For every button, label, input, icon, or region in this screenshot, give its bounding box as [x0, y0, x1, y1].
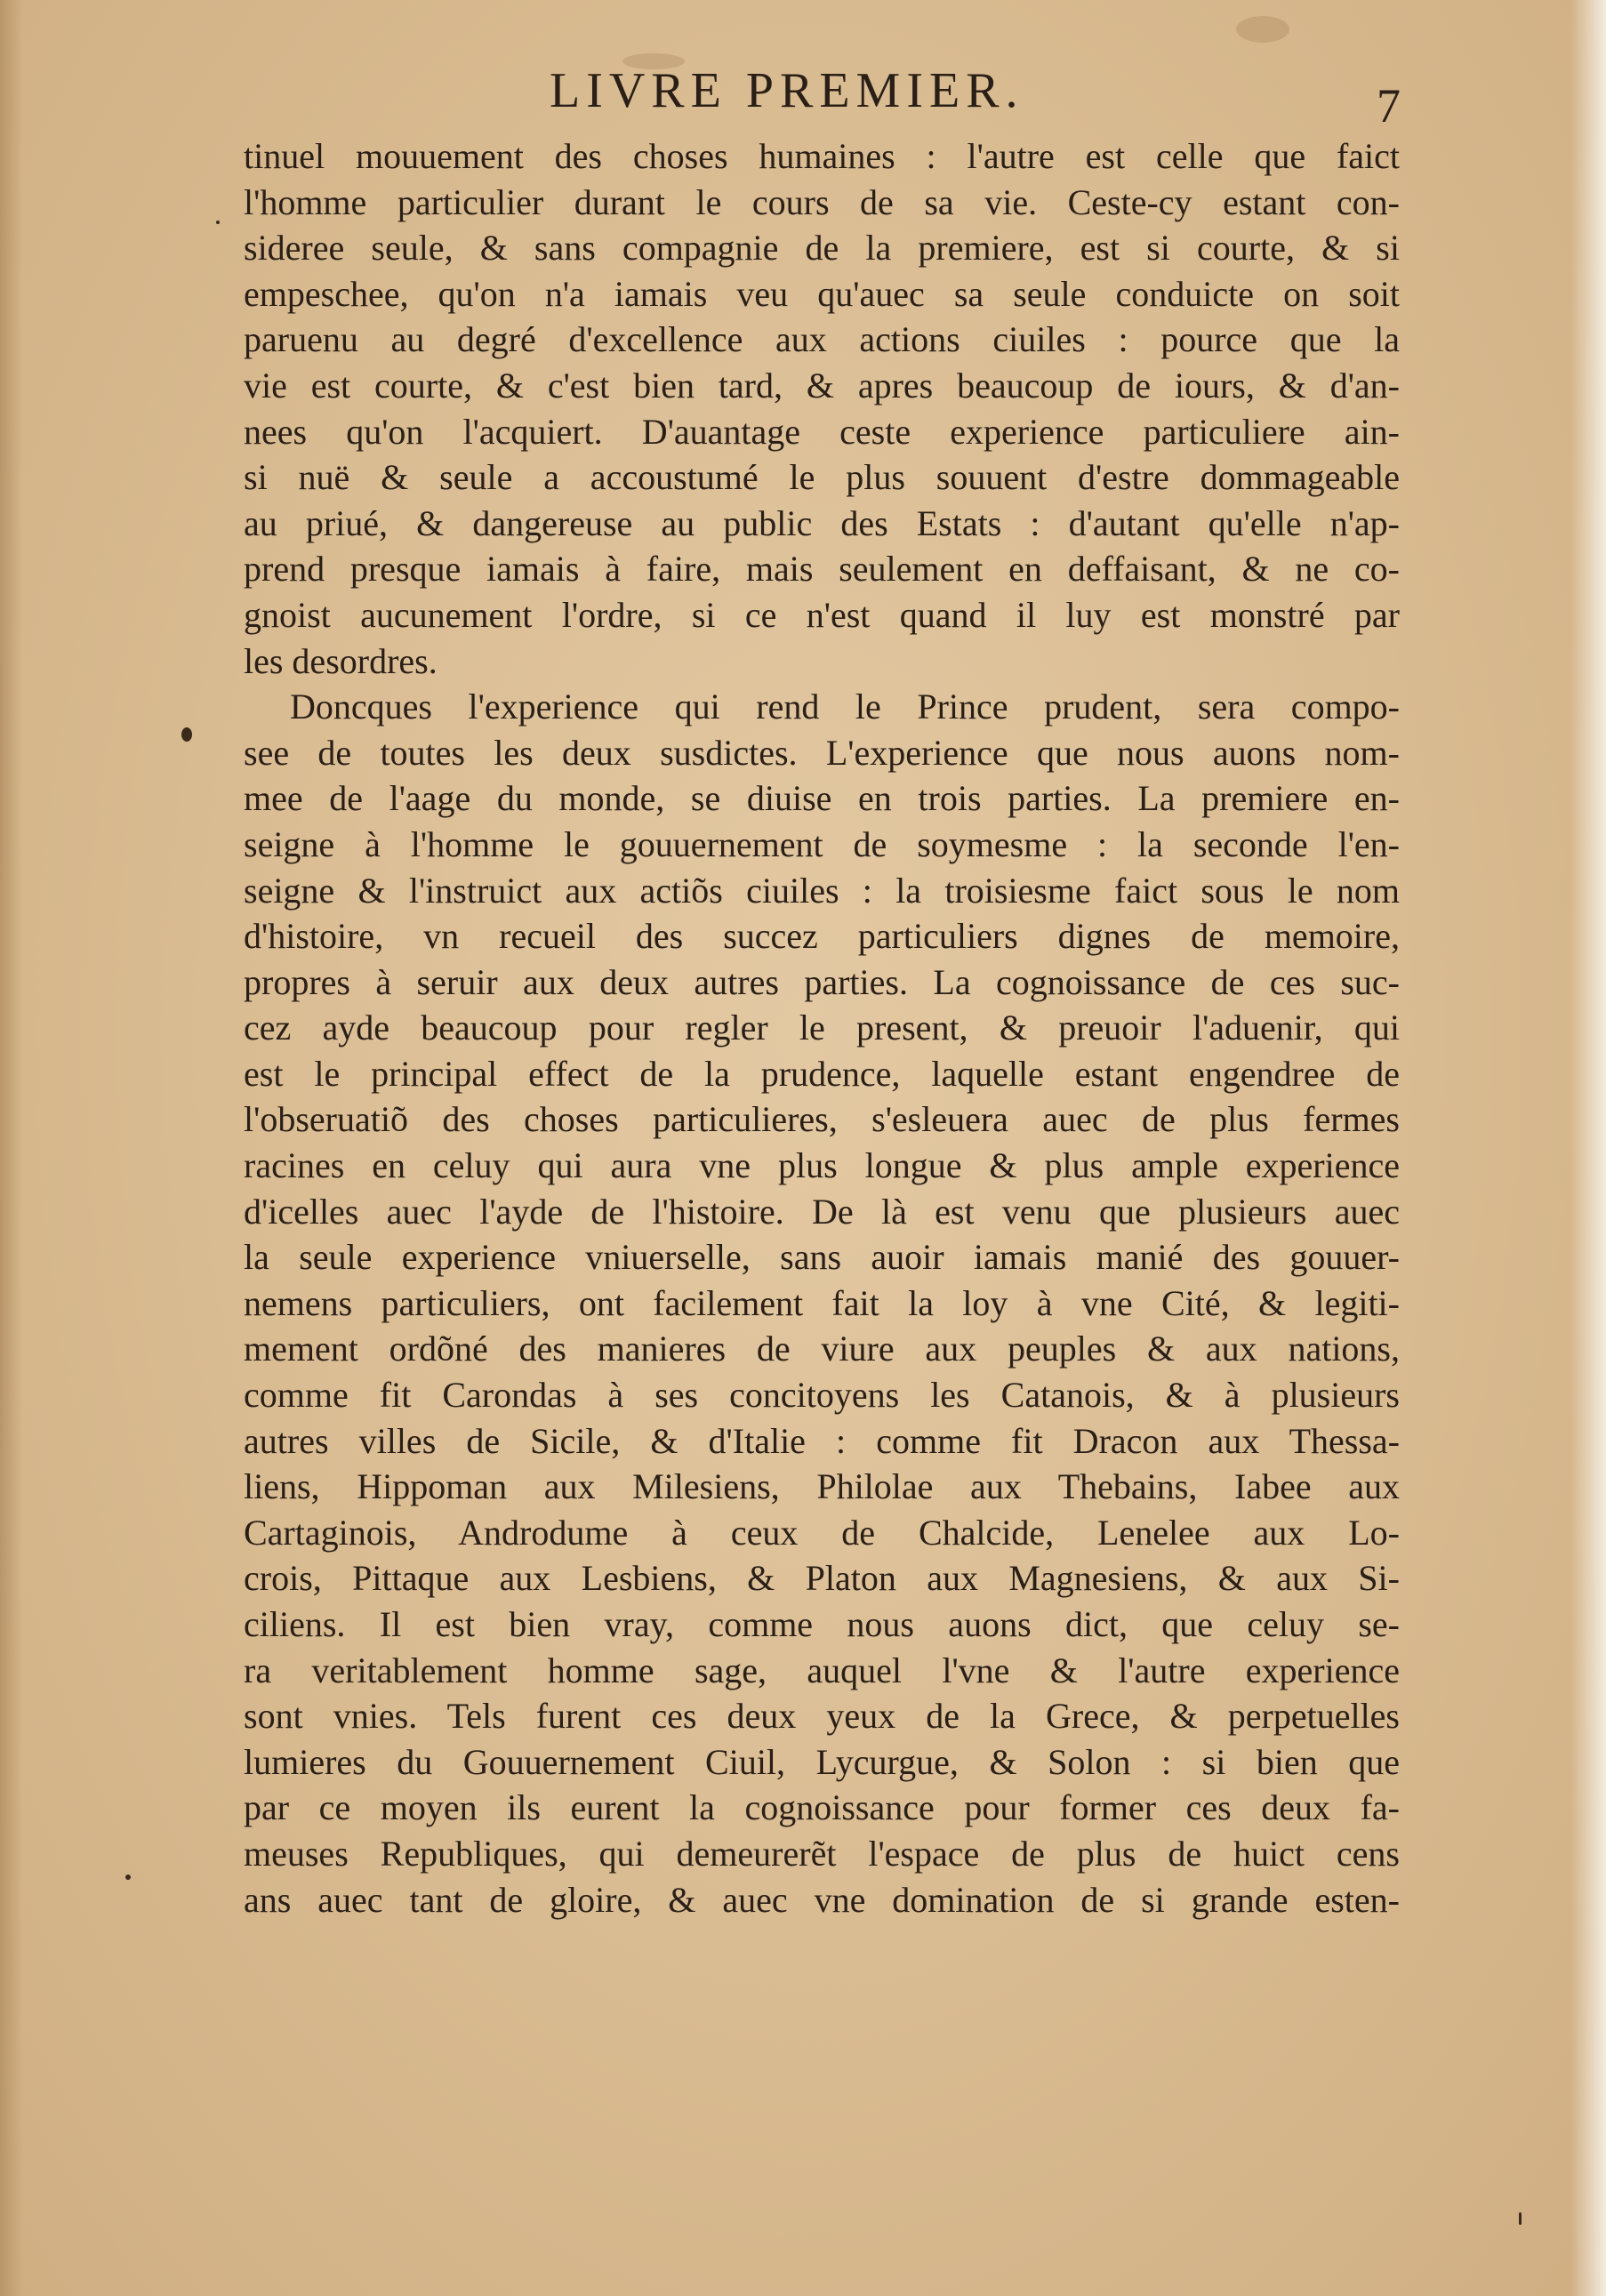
text-line: paruenu au degré d'excellence aux actions ciuiles : pource que la [244, 319, 1400, 360]
text-line: au priué, & dangereuse au public des Estats : d'autant qu'elle n'ap- [244, 502, 1400, 543]
text-line: comme fit Carondas à ses concitoyens les Catanois, & à plusieurs [244, 1375, 1400, 1416]
text-line: ra veritablement homme sage, auquel l'vne & l'autre experience [244, 1650, 1400, 1690]
text-line: seigne & l'instruict aux actiõs ciuiles : la troisiesme faict sous le nom [244, 870, 1400, 911]
text-line: sont vnies. Tels furent ces deux yeux de la Grece, & perpetuelles [244, 1696, 1400, 1737]
body-text [244, 133, 1400, 1923]
text-line: crois, Pittaque aux Lesbiens, & Platon aux Magnesiens, & aux Si- [244, 1558, 1400, 1599]
text-line: l'homme particulier durant le cours de sa vie. Ceste-cy estant con- [244, 181, 1400, 222]
text-line: empeschee, qu'on n'a iamais veu qu'auec sa seule conduicte on soit [244, 273, 1400, 314]
text-line: Cartaginois, Androdume à ceux de Chalcide, Lenelee aux Lo- [244, 1512, 1400, 1553]
ink-spot [1519, 2212, 1522, 2225]
text-line: l'obseruatiõ des choses particulieres, s'esleuera auec de plus fermes [244, 1099, 1400, 1140]
text-line: autres villes de Sicile, & d'Italie : comme fit Dracon aux Thessa- [244, 1420, 1400, 1461]
text-line: nemens particuliers, ont facilement fait la loy à vne Cité, & legiti- [244, 1282, 1400, 1323]
text-line: liens, Hippoman aux Milesiens, Philolae aux Thebains, Iabee aux [244, 1466, 1400, 1507]
text-line: la seule experience vniuerselle, sans auoir iamais manié des gouuer- [244, 1237, 1400, 1278]
text-line: ans auec tant de gloire, & auec vne domination de si grande esten- [244, 1879, 1400, 1920]
text-line: see de toutes les deux susdictes. L'experience que nous auons nom- [244, 732, 1400, 773]
text-line: ciliens. Il est bien vray, comme nous auons dict, que celuy se- [244, 1604, 1400, 1644]
ink-spot [216, 221, 220, 224]
text-line: Doncques l'experience qui rend le Prince prudent, sera compo- [290, 686, 1400, 727]
text-line: propres à seruir aux deux autres parties. La cognoissance de ces suc- [244, 961, 1400, 1002]
text-line: d'icelles auec l'ayde de l'histoire. De là est venu que plusieurs auec [244, 1191, 1400, 1232]
text-line: meuses Republiques, qui demeurerẽt l'espace de plus de huict cens [244, 1833, 1400, 1874]
text-line: d'histoire, vn recueil des succez particuliers dignes de memoire, [244, 916, 1400, 957]
page-edge-highlight [1570, 0, 1606, 2296]
text-line: mement ordõné des manieres de viure aux peuples & aux nations, [244, 1329, 1400, 1369]
text-line: tinuel mouuement des choses humaines : l'autre est celle que faict [244, 136, 1400, 176]
text-line: seigne à l'homme le gouuernement de soymesme : la seconde l'en- [244, 823, 1400, 864]
text-line: gnoist aucunement l'ordre, si ce n'est quand il luy est monstré par [244, 594, 1400, 635]
ink-spot [125, 1875, 131, 1880]
text-line: lumieres du Gouuernement Ciuil, Lycurgue, & Solon : si bien que [244, 1741, 1400, 1782]
text-line: par ce moyen ils eurent la cognoissance pour former ces deux fa- [244, 1787, 1400, 1828]
paper-stain [1236, 16, 1289, 43]
text-line: si nuë & seule a accoustumé le plus souuent d'estre dommageable [244, 457, 1400, 498]
page-gutter-shadow [0, 0, 23, 2296]
text-line: les desordres. [244, 640, 438, 681]
text-line: racines en celuy qui aura vne plus longue & plus ample experience [244, 1145, 1400, 1186]
running-head: LIVRE PREMIER. [550, 63, 1024, 118]
text-line: sideree seule, & sans compagnie de la premiere, est si courte, & si [244, 228, 1400, 269]
text-line: mee de l'aage du monde, se diuise en trois parties. La premiere en- [244, 778, 1400, 819]
text-line: est le principal effect de la prudence, laquelle estant engendree de [244, 1053, 1400, 1094]
text-line: nees qu'on l'acquiert. D'auantage ceste experience particuliere ain- [244, 411, 1400, 452]
page-number: 7 [1377, 79, 1401, 132]
text-line: cez ayde beaucoup pour regler le present, & preuoir l'aduenir, qui [244, 1008, 1400, 1048]
text-line: vie est courte, & c'est bien tard, & apres beaucoup de iours, & d'an- [244, 365, 1400, 405]
ink-spot [181, 727, 192, 742]
text-line: prend presque iamais à faire, mais seulement en deffaisant, & ne co- [244, 549, 1400, 590]
